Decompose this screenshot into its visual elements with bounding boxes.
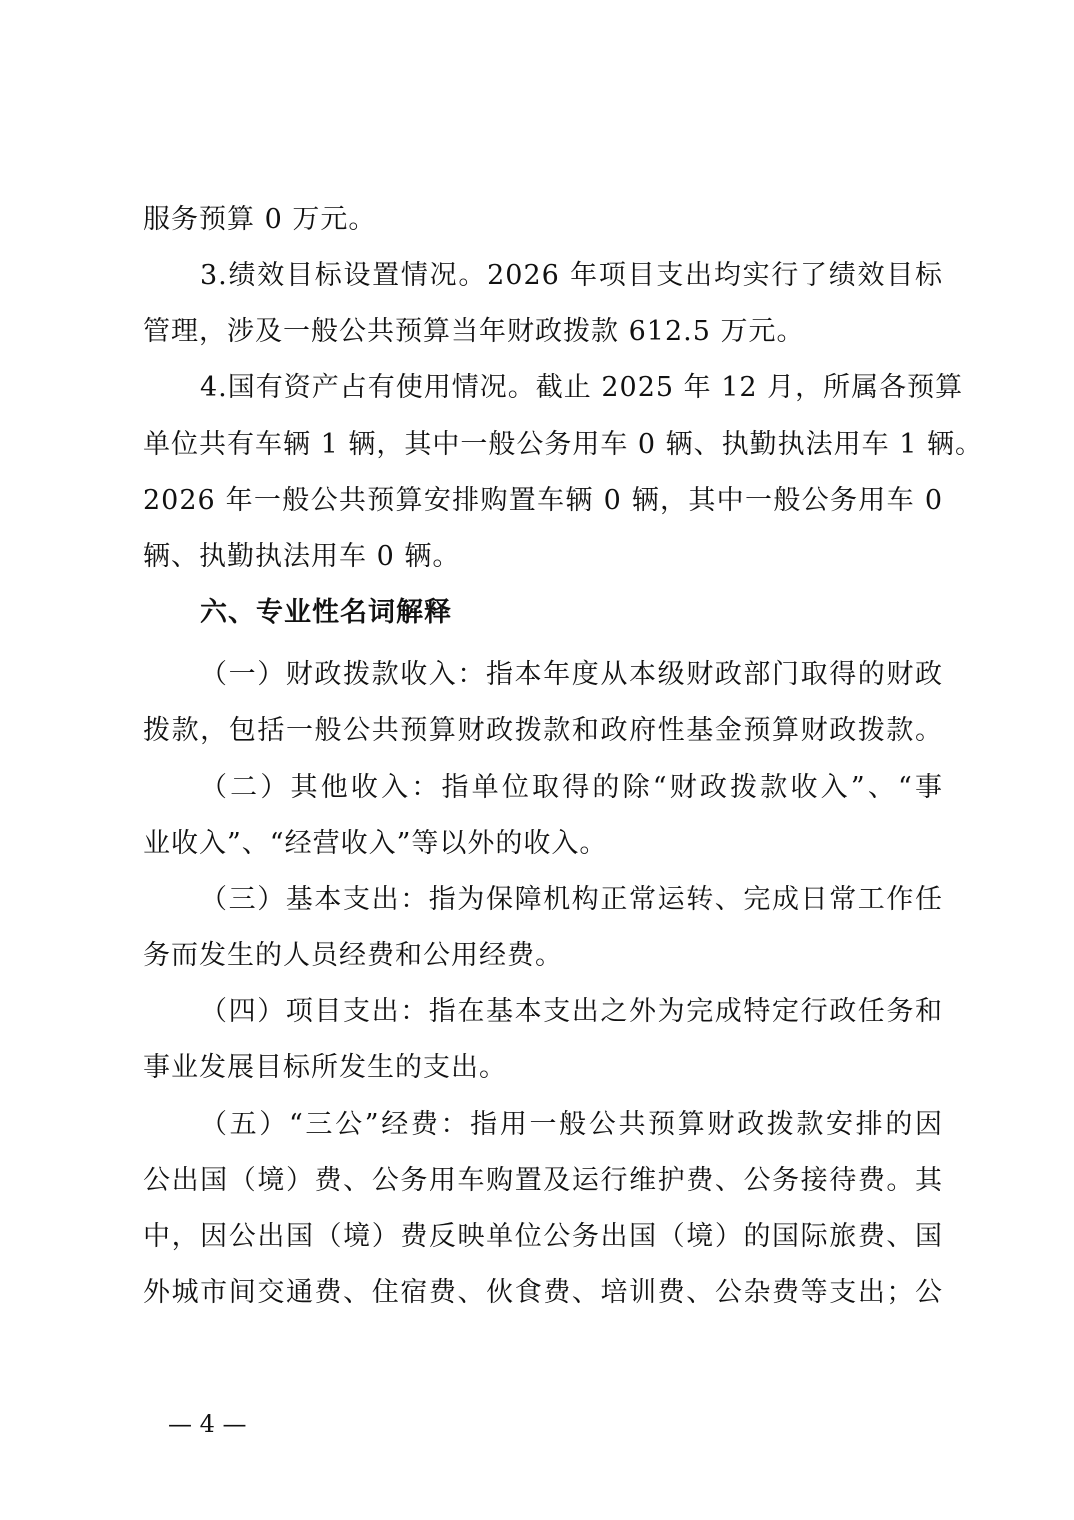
- text-line: 管理，涉及一般公共预算当年财政拨款 612.5 万元。: [143, 316, 805, 347]
- page-number: — 4 —: [168, 1410, 247, 1438]
- text-line: 拨款，包括一般公共预算财政拨款和政府性基金预算财政拨款。: [143, 715, 943, 746]
- text-line: 外城市间交通费、住宿费、伙食费、培训费、公杂费等支出；公: [143, 1277, 943, 1308]
- text-line: 业收入”、“经营收入”等以外的收入。: [143, 828, 608, 859]
- text-line: （三）基本支出：指为保障机构正常运转、完成日常工作任: [200, 884, 943, 915]
- text-line: 3.绩效目标设置情况。2026 年项目支出均实行了绩效目标: [200, 260, 943, 291]
- text-line: （五）“三公”经费：指用一般公共预算财政拨款安排的因: [200, 1109, 943, 1140]
- text-line: （四）项目支出：指在基本支出之外为完成特定行政任务和: [200, 996, 943, 1027]
- text-line: 中，因公出国（境）费反映单位公务出国（境）的国际旅费、国: [143, 1221, 943, 1252]
- text-line: 4.国有资产占有使用情况。截止 2025 年 12 月，所属各预算: [200, 372, 964, 403]
- text-line: 事业发展目标所发生的支出。: [143, 1052, 507, 1083]
- text-line: 服务预算 0 万元。: [143, 204, 377, 235]
- text-line: （一）财政拨款收入：指本年度从本级财政部门取得的财政: [200, 659, 943, 690]
- text-line: （二）其他收入：指单位取得的除“财政拨款收入”、“事: [200, 772, 943, 803]
- text-line: 辆、执勤执法用车 0 辆。: [143, 541, 461, 572]
- text-line: 公出国（境）费、公务用车购置及运行维护费、公务接待费。其: [143, 1165, 943, 1196]
- text-line: 务而发生的人员经费和公用经费。: [143, 940, 563, 971]
- section-heading: 六、专业性名词解释: [200, 597, 452, 628]
- text-line: 单位共有车辆 1 辆，其中一般公务用车 0 辆、执勤执法用车 1 辆。: [143, 429, 984, 460]
- text-line: 2026 年一般公共预算安排购置车辆 0 辆，其中一般公务用车 0: [143, 485, 943, 516]
